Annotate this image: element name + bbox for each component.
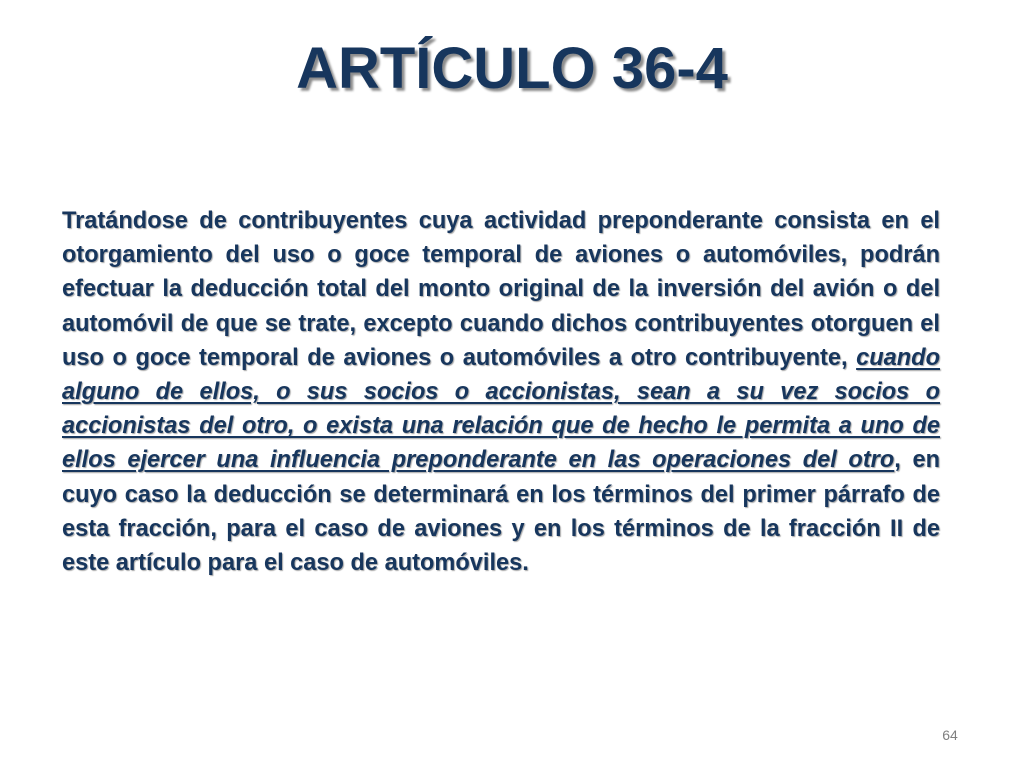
paragraph-emphasis: cuando alguno de ellos, o sus socios o accionistas, sean a su vez socios o accionistas del otro, o exista una relación que de hecho le permita a uno de ellos ejercer una influencia preponderante en las operaciones del otro	[62, 344, 940, 474]
article-paragraph	[62, 204, 940, 580]
page-number: 64	[942, 727, 958, 743]
paragraph-text-part2: , en cuyo caso la deducción se determinará en los términos del primer párrafo de esta fracción, para el caso de aviones y en los términos de la fracción II de este artículo para el caso de automóviles.	[62, 447, 940, 577]
paragraph-text-part1: Tratándose de contribuyentes cuya actividad preponderante consista en el otorgamiento del uso o goce temporal de aviones o automóviles, podrán efectuar la deducción total del monto original de la inversión del avión o del automóvil de que se trate, excepto cuando dichos contribuyentes otorguen el uso o goce temporal de aviones o automóviles a otro contribuyente,	[62, 208, 940, 371]
slide-title: ARTÍCULO 36-4	[296, 36, 728, 101]
